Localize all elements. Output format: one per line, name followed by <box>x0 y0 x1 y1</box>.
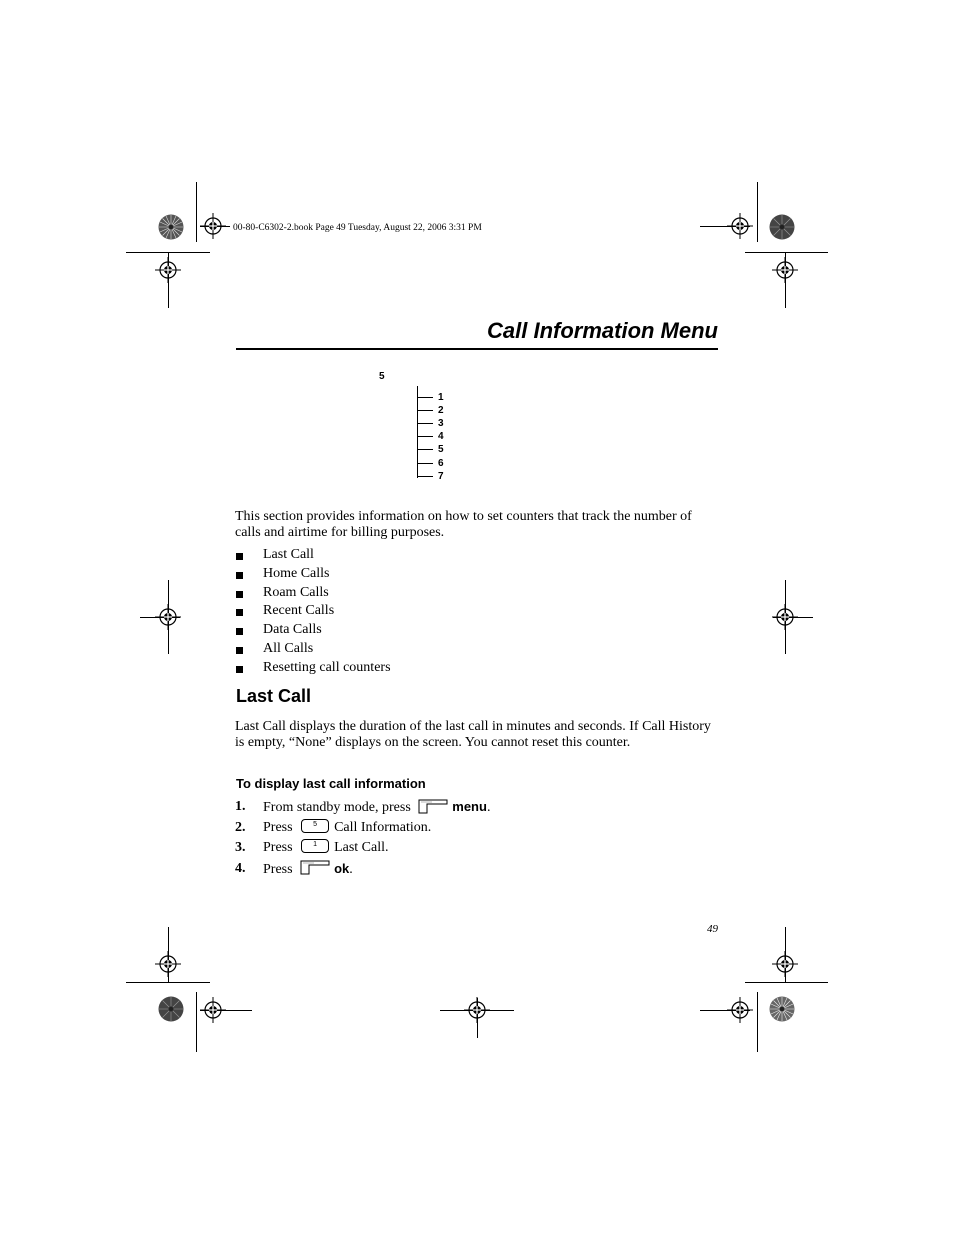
topic-list <box>235 546 391 678</box>
starburst-mark-icon <box>769 214 795 240</box>
list-item: Home Calls <box>235 565 391 584</box>
menu-tree-item: 1 <box>418 392 444 404</box>
title-rule <box>236 348 718 350</box>
menu-tree-item: 3 <box>418 418 444 430</box>
step-key-label: ok <box>334 860 350 876</box>
step-number: 4. <box>235 860 246 876</box>
step-text: Press <box>263 861 293 877</box>
registration-target-icon <box>155 257 181 283</box>
list-item: Resetting call counters <box>235 659 391 678</box>
procedure-steps <box>235 797 490 879</box>
softkey-icon <box>300 860 330 875</box>
registration-target-icon <box>155 951 181 977</box>
menu-tree-item: 6 <box>418 458 444 470</box>
section-body: Last Call displays the duration of the last call in minutes and seconds. If Call History is empty, “None” displays on the screen. You cannot reset this counter. <box>235 719 711 750</box>
list-item: Roam Calls <box>235 584 391 603</box>
step-number: 3. <box>235 840 246 855</box>
step-number: 2. <box>235 819 246 835</box>
menu-tree-item: 4 <box>418 431 444 443</box>
step-item: 2. Press 5 Call Information. <box>235 818 490 839</box>
procedure-heading: To display last call information <box>236 776 426 791</box>
registration-target-icon <box>727 213 753 239</box>
starburst-mark-icon <box>769 996 795 1022</box>
registration-target-icon <box>772 951 798 977</box>
step-item: 4. Press ok. <box>235 859 490 880</box>
step-number: 1. <box>235 799 246 814</box>
menu-tree-root: 5 <box>379 371 385 382</box>
step-text: Press <box>263 819 293 835</box>
intro-paragraph: This section provides information on how to set counters that track the number of calls and airtime for billing purposes. <box>235 509 692 540</box>
registration-target-icon <box>772 604 798 630</box>
list-item: All Calls <box>235 640 391 659</box>
starburst-mark-icon <box>158 996 184 1022</box>
page-title: Call Information Menu <box>487 318 718 343</box>
print-header-note: 00-80-C6302-2.book Page 49 Tuesday, August 22, 2006 3:31 PM <box>233 223 482 233</box>
step-text: From standby mode, press <box>263 800 411 815</box>
step-item: 1. From standby mode, press menu. <box>235 797 490 818</box>
list-item: Recent Calls <box>235 602 391 621</box>
page-number: 49 <box>707 923 718 935</box>
menu-tree-item: 7 <box>418 471 444 483</box>
step-key-label: menu <box>452 799 487 814</box>
registration-target-icon <box>464 997 490 1023</box>
list-item: Last Call <box>235 546 391 565</box>
step-item: 3. Press 1 Last Call. <box>235 838 490 859</box>
registration-target-icon <box>155 604 181 630</box>
registration-target-icon <box>200 213 226 239</box>
softkey-icon <box>418 799 448 814</box>
registration-target-icon <box>200 997 226 1023</box>
starburst-mark-icon <box>158 214 184 240</box>
section-heading: Last Call <box>236 686 312 706</box>
list-item: Data Calls <box>235 621 391 640</box>
keypad-1-icon: 1 <box>301 839 329 853</box>
step-text: Press <box>263 840 293 855</box>
menu-tree-item: 2 <box>418 405 444 417</box>
registration-target-icon <box>727 997 753 1023</box>
registration-target-icon <box>772 257 798 283</box>
keypad-5-icon: 5 <box>301 819 329 833</box>
menu-tree-item: 5 <box>418 444 444 456</box>
